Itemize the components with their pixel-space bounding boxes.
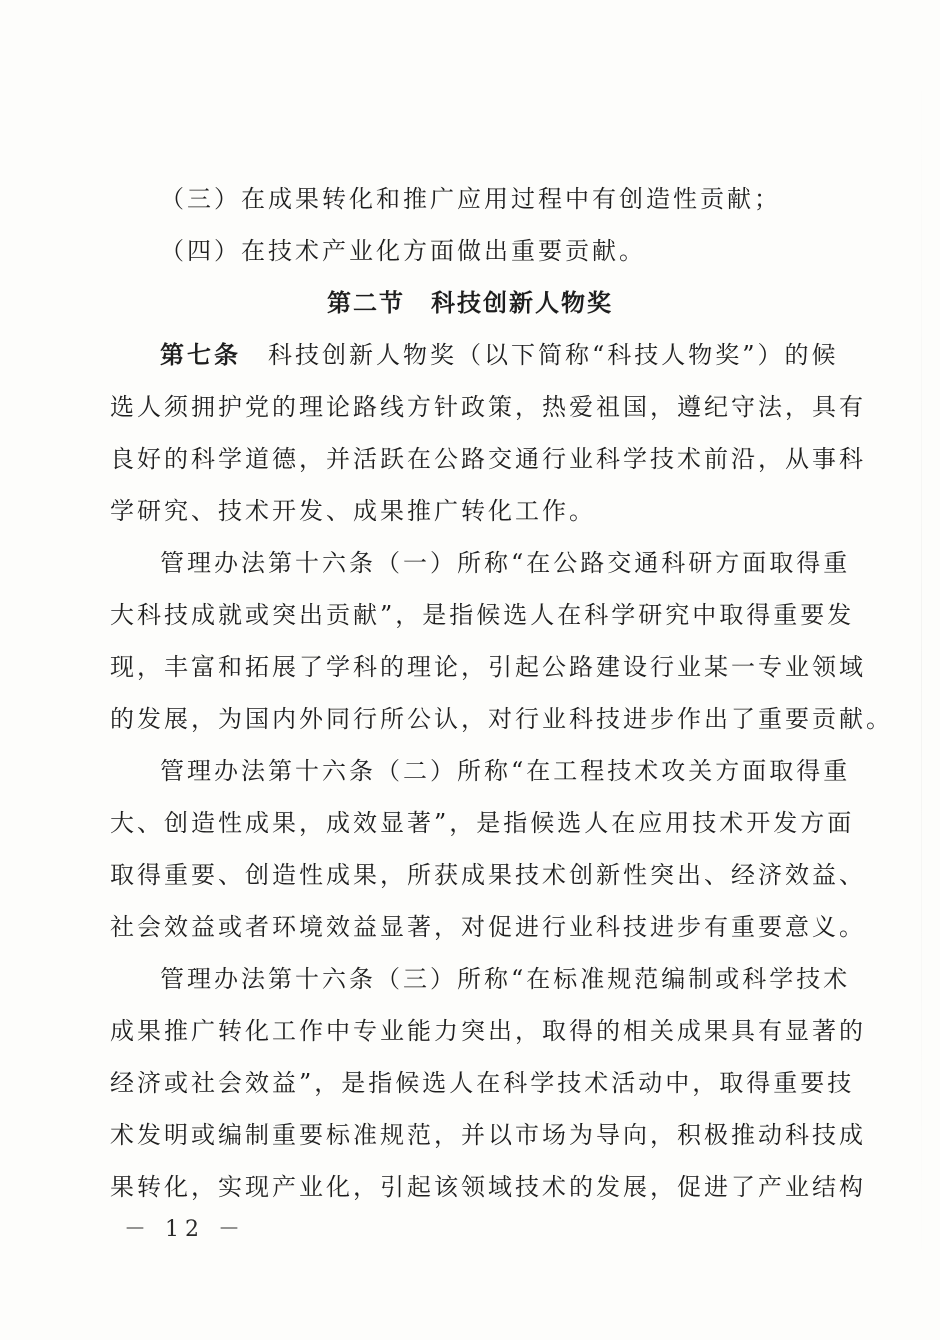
article-7-line: 选人须拥护党的理论路线方针政策，热爱祖国，遵纪守法，具有 [110,393,866,421]
article-7-line: 学研究、技术开发、成果推广转化工作。 [110,497,596,525]
paragraph-1-line: 的发展，为国内外同行所公认，对行业科技进步作出了重要贡献。 [110,705,893,733]
paragraph-1-line: 现，丰富和拓展了学科的理论，引起公路建设行业某一专业领域 [110,653,866,681]
paragraph-3-line: 术发明或编制重要标准规范，并以市场为导向，积极推动科技成 [110,1121,866,1149]
article-7-text: 科技创新人物奖（以下简称“科技人物奖”）的候 [241,341,839,369]
paragraph-2-line: 取得重要、创造性成果，所获成果技术创新性突出、经济效益、 [110,861,866,889]
page-number: － 12 － [124,1217,246,1242]
section-heading: 第二节 科技创新人物奖 [327,288,613,317]
scan-edge-shadow [921,60,922,1280]
list-item-three: （三）在成果转化和推广应用过程中有创造性贡献； [160,185,781,213]
article-7-first-line [110,329,839,381]
article-label: 第七条 [160,340,241,369]
paragraph-1-line: 大科技成就或突出贡献”，是指候选人在科学研究中取得重要发 [110,601,855,629]
paragraph-3-line: 果转化，实现产业化，引起该领域技术的发展，促进了产业结构 [110,1173,866,1201]
paragraph-2-line: 大、创造性成果，成效显著”，是指候选人在应用技术开发方面 [110,809,855,837]
article-7-line: 良好的科学道德，并活跃在公路交通行业科学技术前沿，从事科 [110,445,866,473]
list-item-four: （四）在技术产业化方面做出重要贡献。 [160,237,646,265]
paragraph-2-line: 管理办法第十六条（二）所称“在工程技术攻关方面取得重 [160,757,851,785]
paragraph-3-line: 管理办法第十六条（三）所称“在标准规范编制或科学技术 [160,965,851,993]
paragraph-3-line: 经济或社会效益”，是指候选人在科学技术活动中，取得重要技 [110,1069,855,1097]
paragraph-1-line: 管理办法第十六条（一）所称“在公路交通科研方面取得重 [160,549,851,577]
document-body [110,173,893,1213]
paragraph-2-line: 社会效益或者环境效益显著，对促进行业科技进步有重要意义。 [110,913,866,941]
paragraph-3-line: 成果推广转化工作中专业能力突出，取得的相关成果具有显著的 [110,1017,866,1045]
